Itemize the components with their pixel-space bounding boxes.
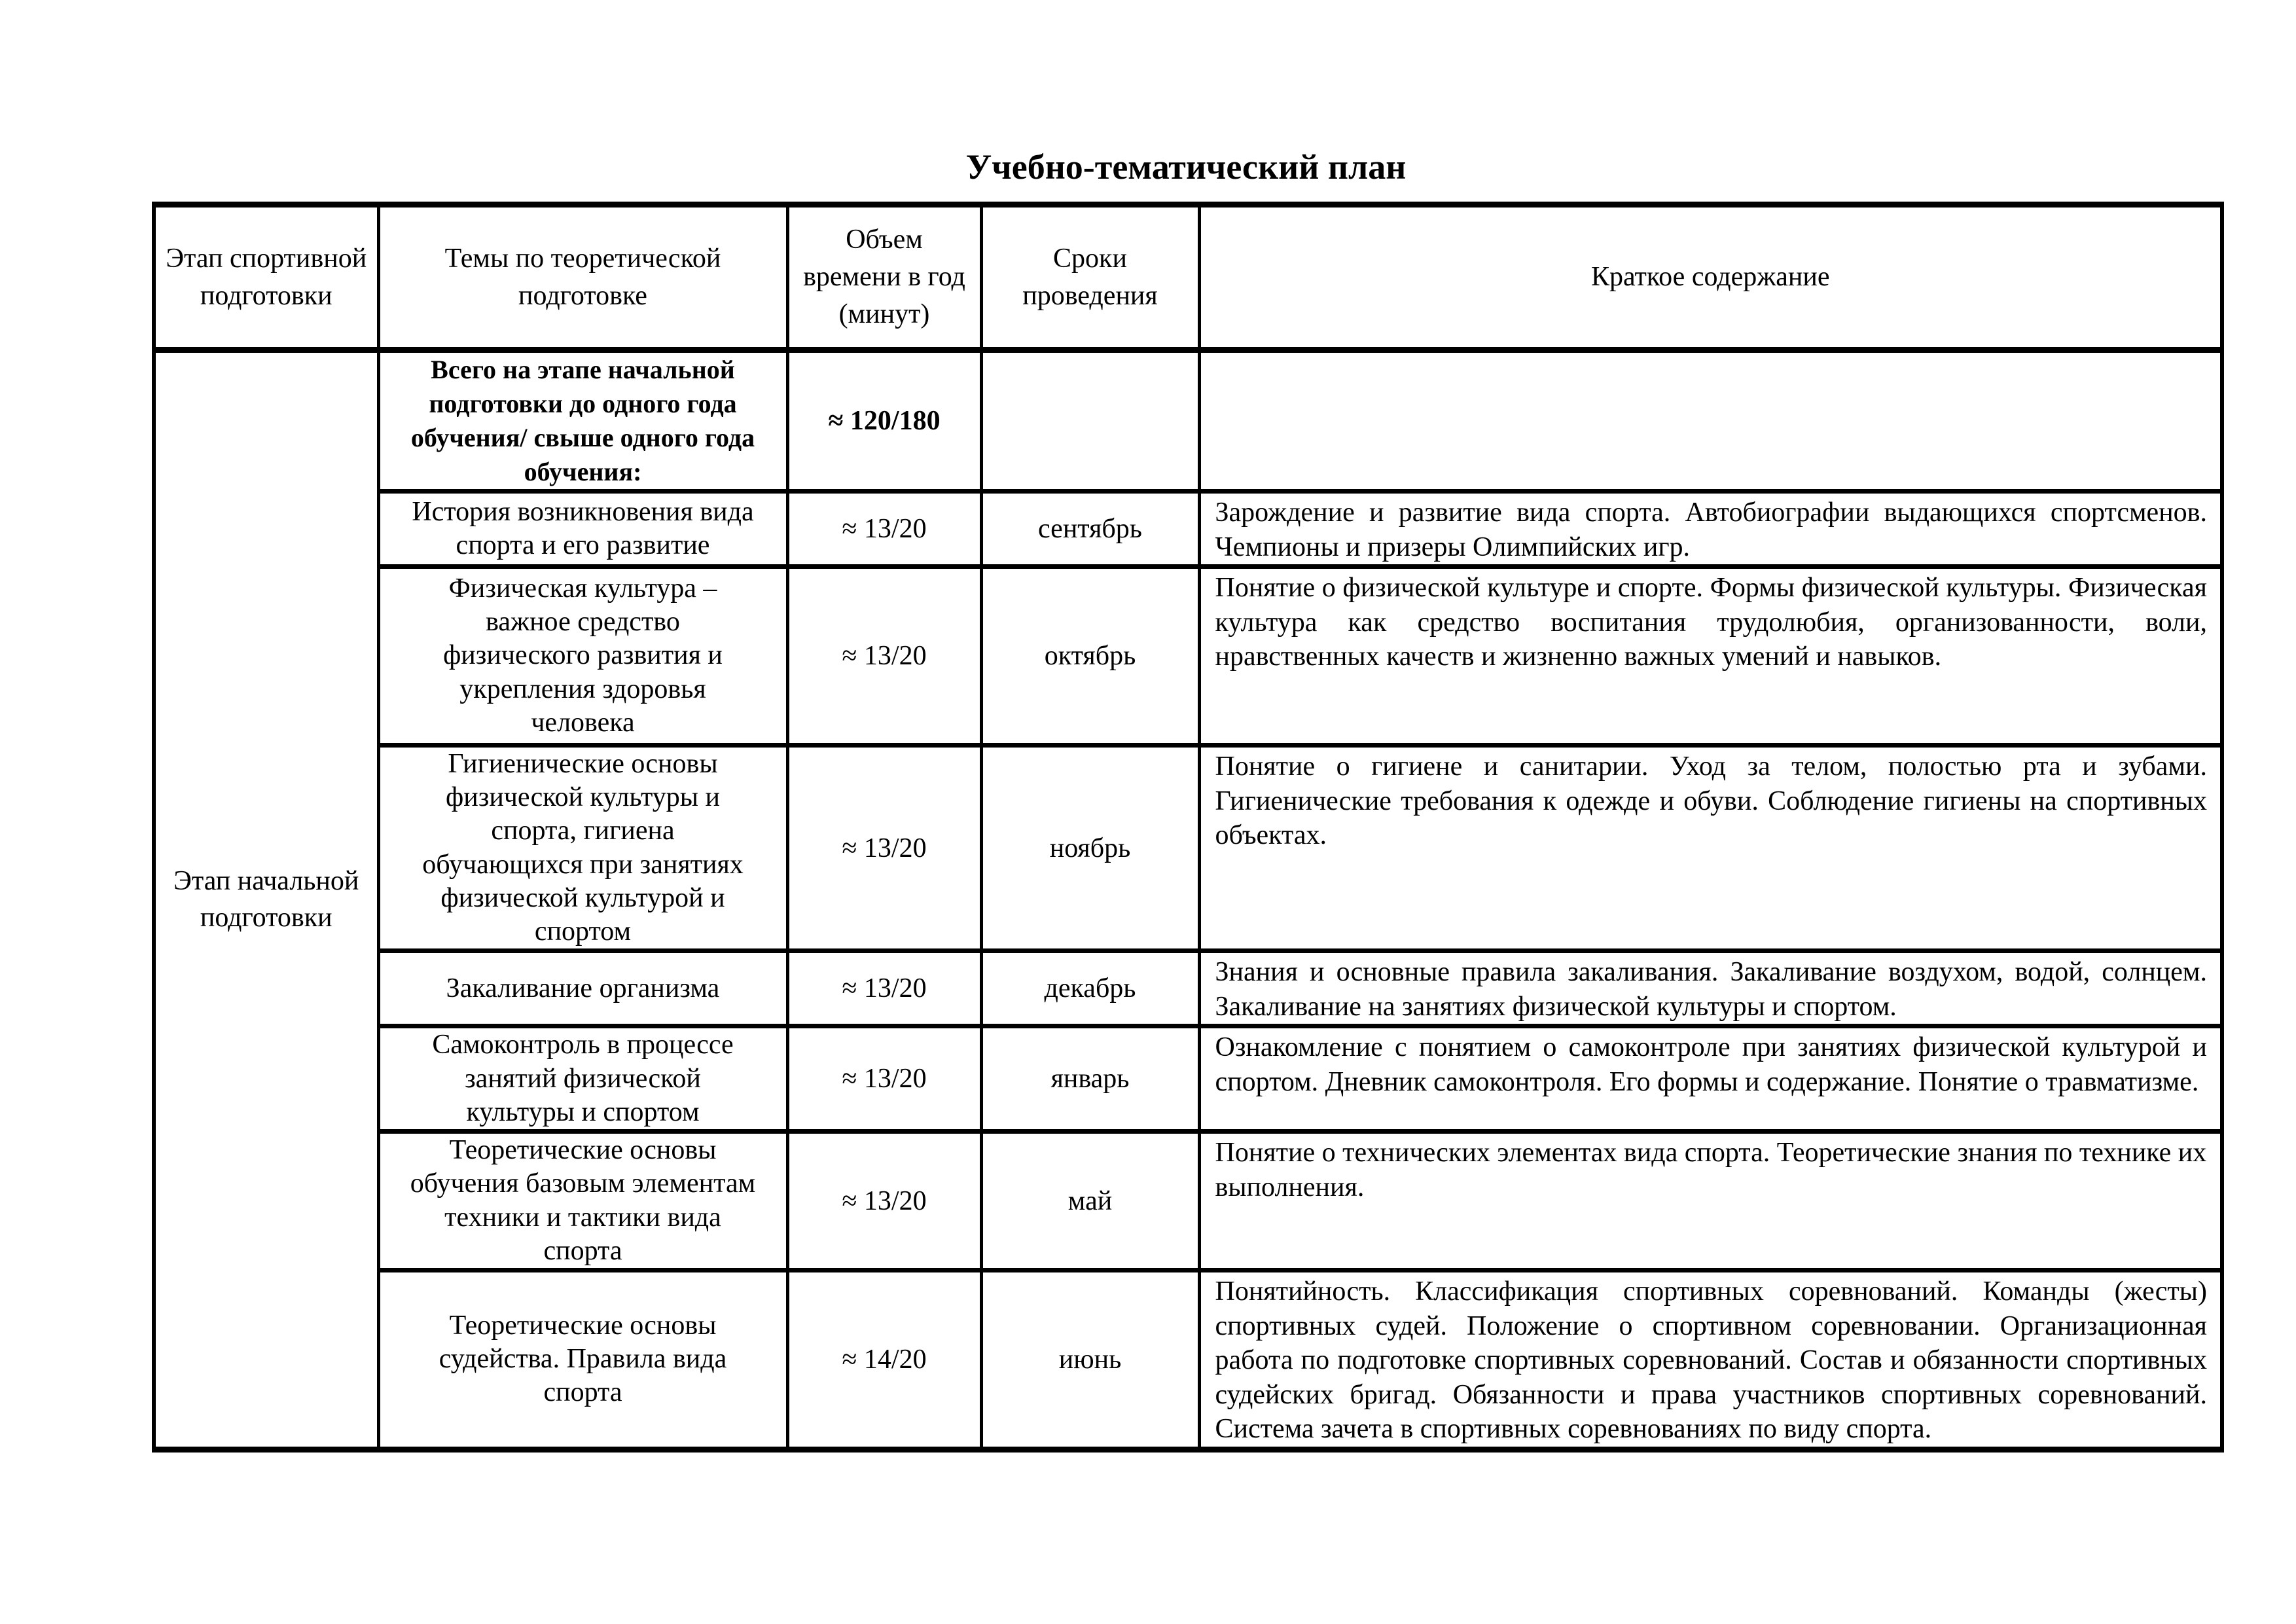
table-row [154,1026,2222,1132]
volume-cell: ≈ 13/20 [787,951,981,1026]
header-summary: Краткое содержание [1199,205,2222,350]
volume-cell: ≈ 13/20 [787,492,981,567]
volume-cell: ≈ 13/20 [787,746,981,951]
table-header-row [154,205,2222,350]
timing-cell: сентябрь [981,492,1199,567]
timing-cell: июнь [981,1271,1199,1450]
timing-cell: декабрь [981,951,1199,1026]
header-volume: Объем времени в год (минут) [787,205,981,350]
volume-cell: ≈ 13/20 [787,1132,981,1271]
summary-cell: Понятие о физической культуре и спорте. Формы физической культуры. Физическая культура как средство воспитания трудолюбия, организованности, воли, нравственных качеств и жизненно важных умений и навыков. [1199,567,2222,746]
table-row-total [154,350,2222,492]
topic-cell: История возникновения вида спорта и его развитие [378,492,787,567]
timing-cell: январь [981,1026,1199,1132]
summary-cell: Понятие о гигиене и санитарии. Уход за телом, полостью рта и зубами. Гигиенические требования к одежде и обуви. Соблюдение гигиены на спортивных объектах. [1199,746,2222,951]
header-stage: Этап спортивной подготовки [154,205,378,350]
topic-cell: Самоконтроль в процессе занятий физической культуры и спортом [378,1026,787,1132]
volume-cell: ≈ 13/20 [787,567,981,746]
total-summary-cell [1199,350,2222,492]
timing-cell: ноябрь [981,746,1199,951]
table-row [154,492,2222,567]
table-row [154,746,2222,951]
topic-cell: Закаливание организма [378,951,787,1026]
summary-cell: Понятийность. Классификация спортивных соревнований. Команды (жесты) спортивных судей. Положение о спортивном соревновании. Организационная работа по подготовке спортивных соревнований. Состав и обязанности спортивных судейских бригад. Обязанности и права участников спортивных соревнований. Система зачета в спортивных соревнованиях по виду спорта. [1199,1271,2222,1450]
table-row [154,1271,2222,1450]
summary-cell: Зарождение и развитие вида спорта. Автобиографии выдающихся спортсменов. Чемпионы и призеры Олимпийских игр. [1199,492,2222,567]
stage-cell: Этап начальной подготовки [154,350,378,1450]
header-topics: Темы по теоретической подготовке [378,205,787,350]
topic-cell: Теоретические основы обучения базовым элементам техники и тактики вида спорта [378,1132,787,1271]
total-topic-cell: Всего на этапе начальной подготовки до одного года обучения/ свыше одного года обучения: [378,350,787,492]
summary-cell: Знания и основные правила закаливания. Закаливание воздухом, водой, солнцем. Закаливание на занятиях физической культуры и спортом. [1199,951,2222,1026]
table-row [154,1132,2222,1271]
topic-cell: Физическая культура – важное средство физического развития и укрепления здоровья человека [378,567,787,746]
summary-cell: Ознакомление с понятием о самоконтроле при занятиях физической культурой и спортом. Дневник самоконтроля. Его формы и содержание. Понятие о травматизме. [1199,1026,2222,1132]
topic-cell: Теоретические основы судейства. Правила вида спорта [378,1271,787,1450]
volume-cell: ≈ 14/20 [787,1271,981,1450]
volume-cell: ≈ 13/20 [787,1026,981,1132]
total-timing-cell [981,350,1199,492]
timing-cell: октябрь [981,567,1199,746]
summary-cell: Понятие о технических элементах вида спорта. Теоретические знания по технике их выполнения. [1199,1132,2222,1271]
topic-cell: Гигиенические основы физической культуры и спорта, гигиена обучающихся при занятиях физической культурой и спортом [378,746,787,951]
page-title: Учебно-тематический план [965,147,1407,187]
curriculum-table [152,202,2224,1453]
header-timing: Сроки проведения [981,205,1199,350]
total-volume-cell: ≈ 120/180 [787,350,981,492]
table-row [154,567,2222,746]
table-row [154,951,2222,1026]
timing-cell: май [981,1132,1199,1271]
